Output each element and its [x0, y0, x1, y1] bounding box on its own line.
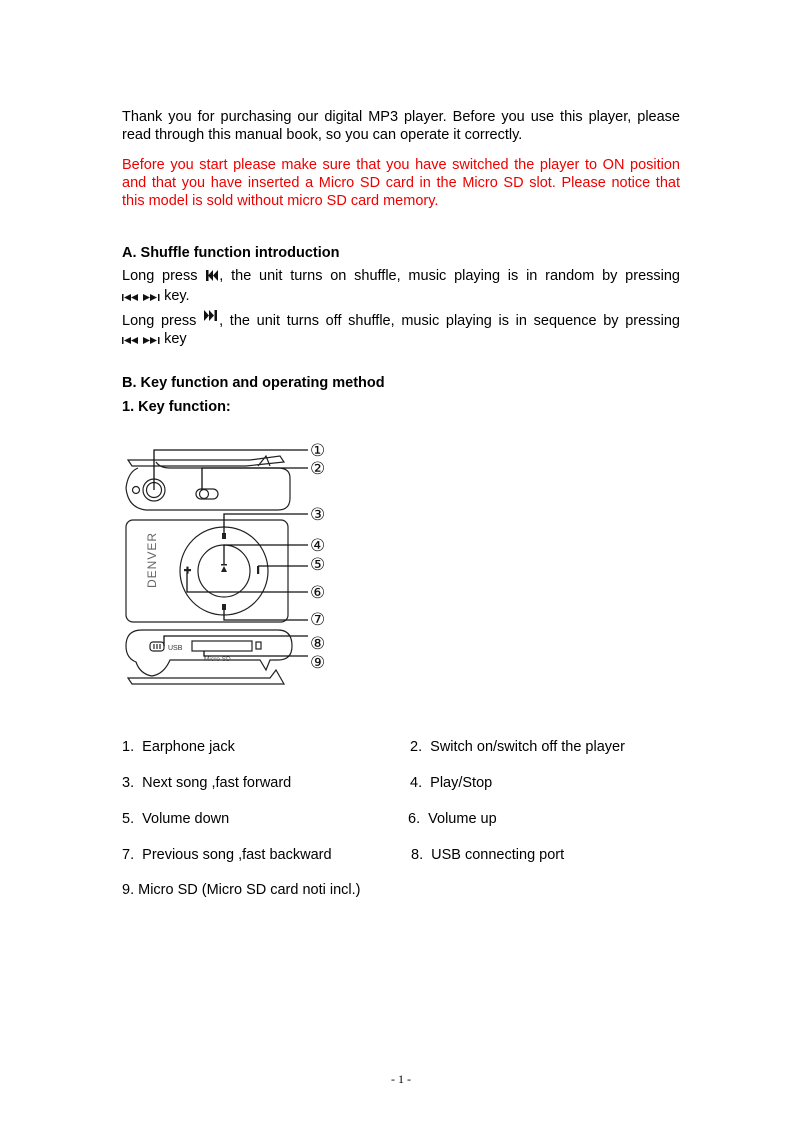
key-item-volume-down: 5. Volume down [122, 811, 230, 827]
next-track-icon [143, 332, 160, 350]
svg-text:③: ③ [310, 505, 326, 525]
key-item-previous-song: 7. Previous song ,fast backward [122, 847, 332, 863]
brand-label: DENVER [145, 531, 159, 588]
mp3-player-diagram [120, 438, 340, 694]
next-track-icon [143, 289, 160, 307]
key-suffix: key [164, 331, 187, 347]
intro-paragraph: Thank you for purchasing our digital MP3 player. Before you use this player, please read through this manual book, so you can operate it correctly. [122, 109, 680, 143]
shuffle-off-instruction [122, 309, 680, 350]
shuffle-on-text: , the unit turns on shuffle, music playing is in random by pressing [219, 268, 680, 284]
svg-text:Micro SD: Micro SD [204, 656, 231, 663]
warning-paragraph: Before you start please make sure that you have switched the player to ON position and that you have inserted a Micro SD card in the Micro SD slot. Please notice that this model is sold without micro SD card memory. [122, 157, 680, 209]
svg-text:⑨: ⑨ [310, 653, 326, 673]
shuffle-off-text: , the unit turns off shuffle, music playing is in sequence by pressing [219, 313, 680, 329]
svg-text:⑥: ⑥ [310, 583, 326, 603]
section-b-heading: B. Key function and operating method [122, 375, 385, 391]
svg-text:⑦: ⑦ [310, 610, 326, 630]
skip-previous-icon [205, 269, 219, 287]
key-item-earphone-jack: 1. Earphone jack [122, 739, 235, 755]
svg-text:⑤: ⑤ [310, 555, 326, 575]
key-suffix: key. [164, 288, 190, 304]
svg-text:①: ① [310, 441, 326, 461]
skip-next-icon [203, 309, 219, 327]
svg-text:②: ② [310, 459, 326, 479]
long-press-label: Long press [122, 268, 198, 284]
shuffle-on-instruction [122, 267, 680, 307]
key-item-play-stop: 4. Play/Stop [410, 775, 493, 791]
key-item-volume-up: 6. Volume up [408, 811, 497, 827]
key-item-power-switch: 2. Switch on/switch off the player [410, 739, 625, 755]
key-function-subheading: 1. Key function: [122, 399, 231, 415]
key-item-usb-port: 8. USB connecting port [411, 847, 565, 863]
section-a-heading: A. Shuffle function introduction [122, 245, 340, 261]
svg-text:⑧: ⑧ [310, 634, 326, 654]
key-item-next-song: 3. Next song ,fast forward [122, 775, 292, 791]
key-item-micro-sd: 9. Micro SD (Micro SD card noti incl.) [122, 882, 361, 898]
svg-text:USB: USB [168, 645, 183, 652]
previous-track-icon [122, 332, 139, 350]
previous-track-icon [122, 289, 139, 307]
page-number: - 1 - [391, 1072, 411, 1086]
svg-text:④: ④ [310, 536, 326, 556]
long-press-label: Long press [122, 313, 197, 329]
